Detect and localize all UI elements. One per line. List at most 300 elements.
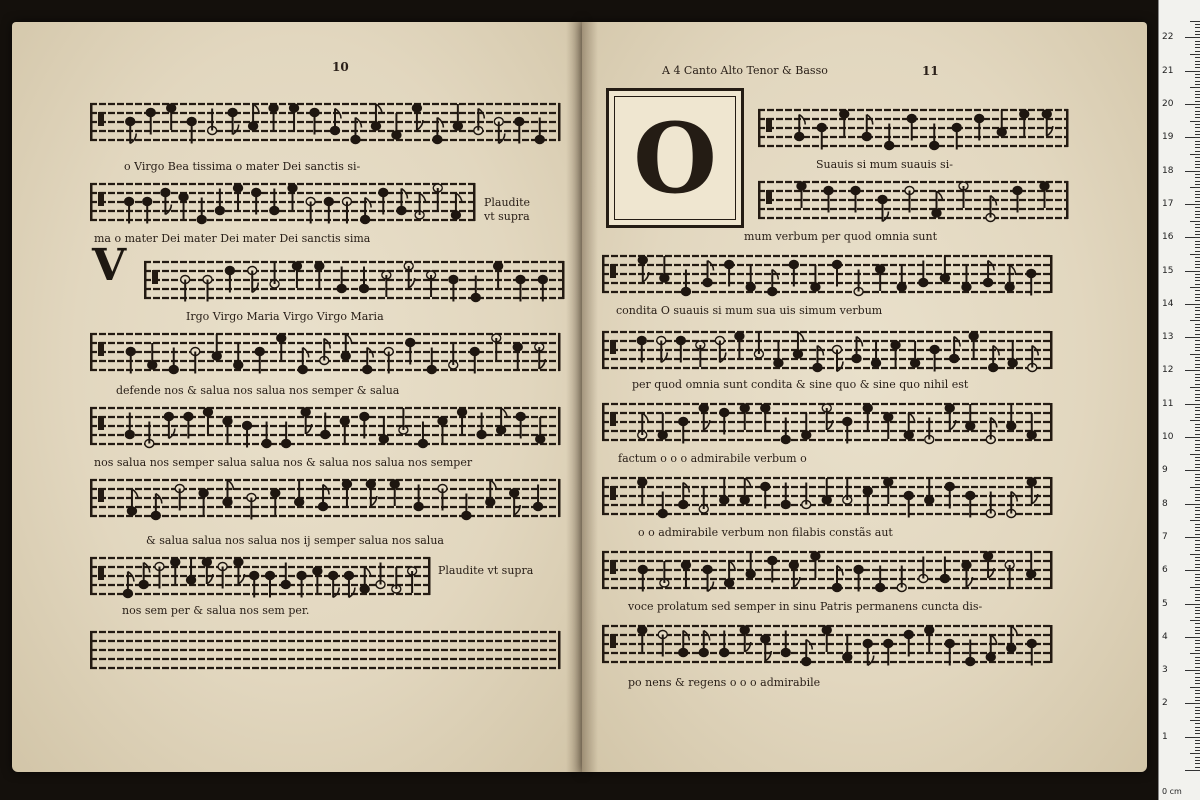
note	[494, 262, 503, 288]
ruler-tick	[1195, 191, 1200, 192]
ruler-tick	[1195, 707, 1200, 708]
staff-lines	[758, 178, 1068, 222]
ruler-tick	[1195, 607, 1200, 608]
ruler-tick	[1195, 490, 1200, 491]
ruler-tick	[1185, 404, 1200, 405]
note	[342, 480, 351, 506]
ruler-tick	[1195, 217, 1200, 218]
ruler-number: 16	[1162, 232, 1174, 243]
ruler-tick	[1195, 747, 1200, 748]
note	[822, 626, 831, 652]
ruler-tick	[1195, 697, 1200, 698]
ruler-number: 2	[1162, 698, 1168, 709]
ruler-number: 18	[1162, 165, 1174, 176]
note	[392, 113, 401, 139]
note	[925, 478, 934, 504]
ruler-tick	[1195, 514, 1200, 515]
note	[735, 332, 744, 358]
note	[863, 404, 872, 430]
ruler-tick	[1185, 104, 1200, 105]
ruler-tick	[1195, 417, 1200, 418]
ruler-tick	[1195, 310, 1200, 311]
lyric-line: Suauis si mum suauis si-	[816, 158, 953, 171]
ruler-tick	[1195, 730, 1200, 731]
ruler-tick	[1195, 147, 1200, 148]
lyric-line: o o admirabile verbum non filabis constãs aut	[638, 526, 893, 539]
note	[497, 408, 508, 434]
left-page	[12, 22, 582, 772]
note	[699, 631, 710, 657]
ruler-tick	[1195, 157, 1200, 158]
ruler-tick	[1195, 164, 1200, 165]
ruler-tick	[1195, 713, 1200, 714]
book-gutter	[566, 22, 598, 772]
note	[1042, 110, 1053, 136]
ruler-tick	[1195, 497, 1200, 498]
note	[699, 487, 708, 513]
ruler-number: 9	[1162, 465, 1168, 476]
ruler-tick	[1195, 247, 1200, 248]
ruler-tick	[1190, 487, 1200, 488]
ruler-tick	[1195, 663, 1200, 664]
ruler-tick	[1195, 134, 1200, 135]
ruler-tick	[1195, 690, 1200, 691]
note	[1007, 626, 1018, 652]
ruler-tick	[1195, 534, 1200, 535]
ruler-tick	[1195, 717, 1200, 718]
ruler-tick	[1190, 187, 1200, 188]
ruler-tick	[1185, 171, 1200, 172]
ruler-tick	[1195, 384, 1200, 385]
ruler-tick	[1195, 207, 1200, 208]
ruler-tick	[1195, 540, 1200, 541]
ruler-tick	[1195, 660, 1200, 661]
ruler-tick	[1195, 434, 1200, 435]
ruler-tick	[1195, 227, 1200, 228]
ruler-tick	[1190, 653, 1200, 654]
ruler-tick	[1195, 284, 1200, 285]
note	[341, 334, 352, 360]
note	[681, 561, 690, 587]
note	[802, 413, 811, 439]
note	[202, 558, 213, 584]
staff-lines	[602, 622, 1052, 666]
ruler-number: 3	[1162, 665, 1168, 676]
ruler-number: 10	[1162, 432, 1174, 442]
note	[151, 494, 162, 520]
ruler-tick	[1195, 407, 1200, 408]
note	[449, 343, 458, 369]
note	[510, 489, 520, 515]
ruler-tick	[1190, 753, 1200, 754]
note	[725, 561, 735, 587]
ruler-tick	[1195, 597, 1200, 598]
note	[392, 567, 401, 593]
ruler-tick	[1195, 647, 1200, 648]
note	[884, 413, 893, 439]
note	[638, 413, 649, 439]
note	[212, 334, 221, 360]
lyric-line: voce prolatum sed semper in sinu Patris permanens cuncta dis-	[628, 600, 983, 613]
ruler-tick	[1195, 234, 1200, 235]
ruler-tick	[1195, 574, 1200, 575]
ruler-tick	[1195, 394, 1200, 395]
note	[959, 182, 968, 208]
ruler-tick	[1195, 44, 1200, 45]
ruler-tick	[1185, 504, 1200, 505]
note	[270, 262, 279, 288]
ruler-number: 20	[1162, 99, 1174, 109]
ruler-tick	[1195, 84, 1200, 85]
ruler-tick	[1195, 700, 1200, 701]
ruler-number: 6	[1162, 565, 1168, 576]
ruler-tick	[1195, 307, 1200, 308]
ruler-tick	[1195, 763, 1200, 764]
ruler-tick	[1195, 683, 1200, 684]
note	[658, 413, 667, 439]
note	[223, 480, 234, 506]
note	[535, 343, 546, 369]
ruler-tick	[1195, 767, 1200, 768]
ruler-tick	[1195, 743, 1200, 744]
note	[843, 478, 852, 504]
page-number-left: 10	[332, 60, 349, 74]
ruler-tick	[1195, 680, 1200, 681]
note	[660, 256, 669, 282]
ruler-number: 17	[1162, 198, 1174, 209]
ruler-tick	[1195, 723, 1200, 724]
note	[904, 413, 915, 439]
ruler-tick	[1195, 560, 1200, 561]
ruler-tick	[1195, 527, 1200, 528]
note	[660, 561, 669, 587]
ruler-tick	[1195, 67, 1200, 68]
staff-lines	[144, 258, 564, 302]
ruler-unit-label: 0 cm	[1162, 787, 1182, 796]
note	[962, 561, 973, 587]
ruler-tick	[1195, 530, 1200, 531]
note	[1027, 552, 1036, 578]
note	[433, 184, 442, 210]
ruler-tick	[1190, 320, 1200, 321]
ruler-tick	[1195, 377, 1200, 378]
ruler-tick	[1190, 620, 1200, 621]
ruler-tick	[1195, 673, 1200, 674]
ruler-number: 21	[1162, 65, 1174, 76]
note	[199, 489, 208, 515]
ruler-tick	[1190, 121, 1200, 122]
note	[997, 110, 1006, 136]
note	[340, 417, 349, 443]
ruler-number: 19	[1162, 132, 1174, 143]
ruler-tick	[1195, 300, 1200, 301]
ruler-tick	[1195, 241, 1200, 242]
note	[1005, 561, 1014, 587]
ruler-tick	[1185, 237, 1200, 238]
staff-lines	[90, 330, 560, 374]
ruler-tick	[1195, 267, 1200, 268]
lyric-line: mum verbum per quod omnia sunt	[744, 230, 938, 243]
note	[390, 480, 399, 506]
ruler-tick	[1195, 657, 1200, 658]
note	[843, 635, 852, 661]
ruler-tick	[1195, 24, 1200, 25]
ruler-tick	[1195, 357, 1200, 358]
note	[797, 182, 806, 208]
note	[371, 104, 382, 130]
note	[301, 408, 312, 434]
note	[720, 478, 729, 504]
ruler-tick	[1195, 547, 1200, 548]
ornate-initial-box	[606, 88, 744, 228]
ruler-tick	[1195, 297, 1200, 298]
right-page	[582, 22, 1147, 772]
staff-lines	[602, 474, 1052, 518]
ruler-tick	[1195, 400, 1200, 401]
side-note-text: Plaudite vt supra	[484, 196, 531, 223]
ruler-tick	[1190, 454, 1200, 455]
note	[761, 404, 770, 430]
ruler-tick	[1195, 510, 1200, 511]
lyric-line: defende nos & salua nos salua nos semper & salua	[116, 384, 400, 397]
ruler-number: 13	[1162, 332, 1174, 343]
ruler-tick	[1195, 367, 1200, 368]
ruler-tick	[1195, 47, 1200, 48]
ruler-tick	[1195, 613, 1200, 614]
ruler-tick	[1195, 350, 1200, 351]
staff-lines	[90, 628, 560, 672]
ruler-tick	[1195, 334, 1200, 335]
ruler-tick	[1195, 74, 1200, 75]
ruler-tick	[1195, 64, 1200, 65]
ruler-tick	[1190, 387, 1200, 388]
note	[288, 184, 297, 210]
ruler-tick	[1195, 41, 1200, 42]
ruler-tick	[1190, 154, 1200, 155]
note	[404, 262, 415, 288]
note	[932, 191, 943, 217]
staff-lines	[758, 106, 1068, 150]
ruler-tick	[1195, 327, 1200, 328]
ruler-tick	[1195, 280, 1200, 281]
side-note-text: Plaudite vt supra	[438, 564, 534, 577]
note	[746, 552, 755, 578]
note	[740, 626, 751, 652]
note	[453, 104, 462, 130]
ruler-tick	[1195, 617, 1200, 618]
ruler-tick	[1195, 117, 1200, 118]
staff-lines	[90, 180, 475, 224]
ruler-tick	[1195, 51, 1200, 52]
ruler-tick	[1185, 337, 1200, 338]
lyric-line: ma o mater Dei mater Dei mater Dei sanctis sima	[94, 232, 371, 245]
lyric-line: nos salua nos semper salua salua nos & salua nos salua nos semper	[94, 456, 473, 469]
ruler-tick	[1195, 174, 1200, 175]
note	[891, 341, 900, 367]
ruler-tick	[1195, 124, 1200, 125]
ruler-tick	[1195, 131, 1200, 132]
note	[360, 567, 371, 593]
note	[234, 343, 243, 369]
page-number-right: 11	[922, 64, 939, 78]
ruler-tick	[1195, 360, 1200, 361]
ruler-tick	[1195, 500, 1200, 501]
note	[277, 334, 286, 360]
ruler-tick	[1195, 630, 1200, 631]
lyric-line: condita O suauis si mum sua uis simum verbum	[616, 304, 883, 317]
measurement-ruler	[1158, 0, 1200, 800]
note	[234, 558, 245, 584]
note	[438, 417, 447, 443]
ruler-tick	[1195, 517, 1200, 518]
ruler-tick	[1195, 390, 1200, 391]
lyric-line: o Virgo Bea tissima o mater Dei sanctis si-	[124, 160, 361, 173]
ruler-tick	[1195, 414, 1200, 415]
note	[451, 193, 462, 219]
note	[1005, 265, 1016, 291]
ruler-tick	[1195, 667, 1200, 668]
ruler-tick	[1195, 427, 1200, 428]
ruler-tick	[1195, 81, 1200, 82]
ruler-tick	[1195, 643, 1200, 644]
ruler-tick	[1195, 347, 1200, 348]
ruler-tick	[1195, 440, 1200, 441]
ruler-tick	[1195, 94, 1200, 95]
ruler-tick	[1195, 314, 1200, 315]
ruler-tick	[1195, 324, 1200, 325]
note	[315, 262, 324, 288]
ruler-tick	[1195, 264, 1200, 265]
note	[945, 404, 956, 430]
note	[746, 265, 755, 291]
ruler-number: 12	[1162, 365, 1174, 376]
ruler-tick	[1195, 633, 1200, 634]
ruler-tick	[1195, 677, 1200, 678]
note	[415, 193, 426, 219]
note	[295, 480, 304, 506]
ruler-tick	[1195, 161, 1200, 162]
ruler-tick	[1195, 261, 1200, 262]
ruler-tick	[1185, 271, 1200, 272]
note	[884, 478, 893, 504]
ruler-tick	[1185, 437, 1200, 438]
staff-lines	[602, 548, 1052, 592]
note	[696, 341, 705, 367]
note	[203, 408, 212, 434]
ruler-tick	[1195, 627, 1200, 628]
note	[863, 487, 872, 513]
ruler-tick	[1185, 670, 1200, 671]
ruler-tick	[1195, 197, 1200, 198]
lyric-line: nos sem per & salua nos sem per.	[122, 604, 310, 617]
note	[822, 404, 833, 430]
ruler-tick	[1195, 650, 1200, 651]
ruler-tick	[1195, 380, 1200, 381]
staff-lines	[90, 554, 430, 598]
ruler-tick	[1195, 760, 1200, 761]
ruler-tick	[1185, 137, 1200, 138]
note	[876, 265, 885, 291]
ruler-tick	[1195, 524, 1200, 525]
ruler-number: 22	[1162, 32, 1174, 43]
ruler-tick	[1195, 474, 1200, 475]
note	[223, 417, 232, 443]
ruler-tick	[1195, 184, 1200, 185]
ruler-tick	[1190, 54, 1200, 55]
note	[811, 265, 820, 291]
ruler-tick	[1190, 587, 1200, 588]
note	[458, 408, 467, 434]
ruler-tick	[1195, 274, 1200, 275]
note	[740, 404, 749, 430]
ruler-tick	[1195, 550, 1200, 551]
note	[1007, 404, 1016, 430]
ruler-tick	[1195, 580, 1200, 581]
note	[822, 478, 831, 504]
lyric-line: & salua salua nos salua nos ij semper salua nos salua	[146, 534, 444, 547]
ruler-tick	[1195, 181, 1200, 182]
lyric-line: Irgo Virgo Maria Virgo Virgo Maria	[186, 310, 384, 323]
ruler-number: 14	[1162, 298, 1174, 309]
ruler-tick	[1190, 520, 1200, 521]
note	[171, 558, 180, 584]
ruler-tick	[1195, 733, 1200, 734]
note	[187, 558, 196, 584]
ruler-tick	[1190, 420, 1200, 421]
note	[486, 480, 497, 506]
note	[638, 256, 649, 282]
ruler-tick	[1190, 254, 1200, 255]
ruler-tick	[1195, 211, 1200, 212]
ruler-tick	[1195, 251, 1200, 252]
note	[986, 635, 997, 661]
note	[536, 417, 545, 443]
note	[408, 567, 417, 593]
note	[740, 478, 751, 504]
ruler-tick	[1195, 600, 1200, 601]
ruler-tick	[1195, 710, 1200, 711]
note	[313, 567, 322, 593]
note	[271, 489, 280, 515]
ruler-tick	[1195, 557, 1200, 558]
ruler-tick	[1195, 167, 1200, 168]
side-note	[484, 196, 530, 224]
ruler-number: 4	[1162, 631, 1168, 642]
ruler-tick	[1190, 354, 1200, 355]
ruler-tick	[1195, 317, 1200, 318]
ruler-tick	[1185, 637, 1200, 638]
ruler-tick	[1185, 570, 1200, 571]
ruler-tick	[1195, 590, 1200, 591]
note	[492, 334, 501, 360]
note	[366, 480, 377, 506]
note	[840, 110, 849, 136]
note	[774, 341, 783, 367]
ruler-tick	[1195, 97, 1200, 98]
ruler-tick	[1195, 460, 1200, 461]
note	[382, 271, 391, 297]
ruler-tick	[1195, 214, 1200, 215]
ruler-number: 5	[1162, 598, 1168, 609]
ruler-tick	[1195, 397, 1200, 398]
ruler-tick	[1195, 111, 1200, 112]
ruler-number: 11	[1162, 398, 1174, 409]
note	[269, 104, 278, 130]
ruler-tick	[1185, 737, 1200, 738]
note	[179, 193, 188, 219]
ruler-tick	[1190, 720, 1200, 721]
ruler-tick	[1195, 290, 1200, 291]
